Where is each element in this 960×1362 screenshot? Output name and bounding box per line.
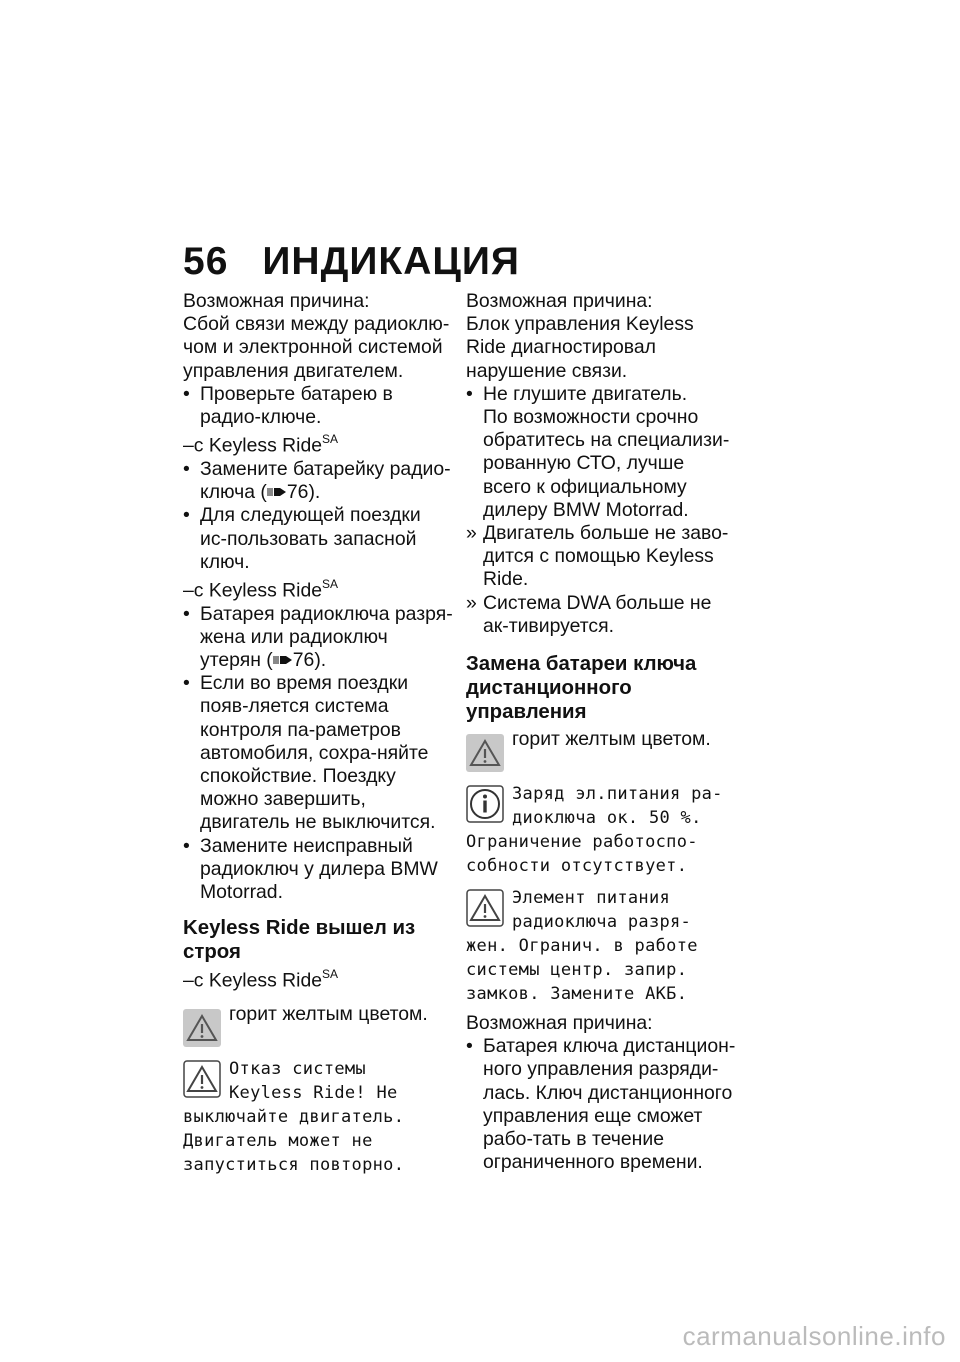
display-message <box>466 886 736 1006</box>
display-message <box>183 1057 453 1177</box>
right-column <box>466 290 736 1174</box>
arrow-reference-icon <box>267 485 287 499</box>
left-column <box>183 290 453 1177</box>
option-keyless-ride: –с Keyless Ride$^{SA}$ <box>183 576 339 602</box>
warning-triangle-yellow-icon <box>466 734 504 772</box>
action-bullet: • Не глушите двигатель. <box>466 383 736 406</box>
action-bullet: • Для следующей поездки ис-пользовать запасной ключ. <box>183 504 453 574</box>
warning-indicator-row <box>183 1003 453 1047</box>
cause-label: Возможная причина: <box>183 290 370 312</box>
message-rest: выключайте двигатель. Двигатель может не запуститься повторно. <box>183 1106 405 1175</box>
action-bullet: • Если во время поездки появ-ляется система контроля па-раметров автомобиля, сохра-няйте спокойствие. Поездку можно завершить, двигатель не выключится. <box>183 672 453 834</box>
page-title: ИНДИКАЦИЯ <box>262 240 520 283</box>
action-continuation: По возможности срочно обратитесь на специализи-рованную СТО, лучше всего к официальному дилеру BMW Motorrad. <box>483 406 730 521</box>
cause-text: Блок управления Keyless Ride диагностировал нарушение связи. <box>466 313 694 382</box>
action-bullet: • Проверьте батарею в радио-ключе. <box>183 383 453 429</box>
page-header <box>183 240 520 284</box>
warning-text: горит желтым цветом. <box>229 1002 428 1025</box>
message-line: Элемент питания <box>512 888 671 909</box>
watermark-brand: carmanualsonline.info <box>682 1321 946 1351</box>
action-bullet: • Замените батарейку радио-ключа ( 76). <box>183 458 453 504</box>
message-line: Отказ системы <box>229 1058 366 1079</box>
section-title: Keyless Ride вышел из строя <box>183 917 416 964</box>
option-keyless-ride: –с Keyless Ride$^{SA}$ <box>183 432 339 457</box>
result-item: » Система DWA больше не ак-тивируется. <box>466 592 736 638</box>
warning-triangle-outline-icon <box>466 889 504 927</box>
action-bullet: • Батарея ключа дистанцион-ного управления разряди-лась. Ключ дистанционного управления еще сможет рабо-тать в течение ограниченного времени. <box>466 1035 736 1174</box>
message-line: диоключа ок. 50 %. <box>512 808 702 829</box>
warning-triangle-yellow-icon <box>183 1009 221 1047</box>
result-item: » Двигатель больше не заво-дится с помощью Keyless Ride. <box>466 522 736 592</box>
action-bullet: • Замените неисправный радиоключ у дилера BMW Motorrad. <box>183 835 453 905</box>
message-rest: жен. Огранич. в работе системы центр. запир. замков. Замените АКБ. <box>466 936 698 1005</box>
page-number: 56 <box>183 240 229 283</box>
message-line: Keyless Ride! Не <box>229 1082 398 1103</box>
action-bullet: • Батарея радиоключа разря-жена или радиоключ утерян ( 76). <box>183 603 453 673</box>
warning-indicator-row <box>466 728 736 772</box>
message-line: радиоключа разря- <box>512 912 692 933</box>
message-rest: Ограничение работоспо-собности отсутствует. <box>466 832 698 877</box>
arrow-reference-icon <box>273 653 293 667</box>
info-icon <box>466 785 504 823</box>
display-message <box>466 782 736 878</box>
option-keyless-ride: –с Keyless Ride$^{SA}$ <box>183 967 339 992</box>
page-reference[interactable]: 76 <box>292 648 315 671</box>
message-line: Заряд эл.питания ра- <box>512 784 723 805</box>
warning-text: горит желтым цветом. <box>512 728 711 751</box>
warning-triangle-outline-icon <box>183 1060 221 1098</box>
cause-label: Возможная причина: <box>466 290 653 312</box>
cause-text: Сбой связи между радиоклю-чом и электронной системой управления двигателем. <box>183 313 450 382</box>
section-title: Замена батареи ключа дистанционного управления <box>466 653 697 724</box>
page-reference[interactable]: 76 <box>286 481 309 504</box>
cause-label: Возможная причина: <box>466 1012 653 1035</box>
